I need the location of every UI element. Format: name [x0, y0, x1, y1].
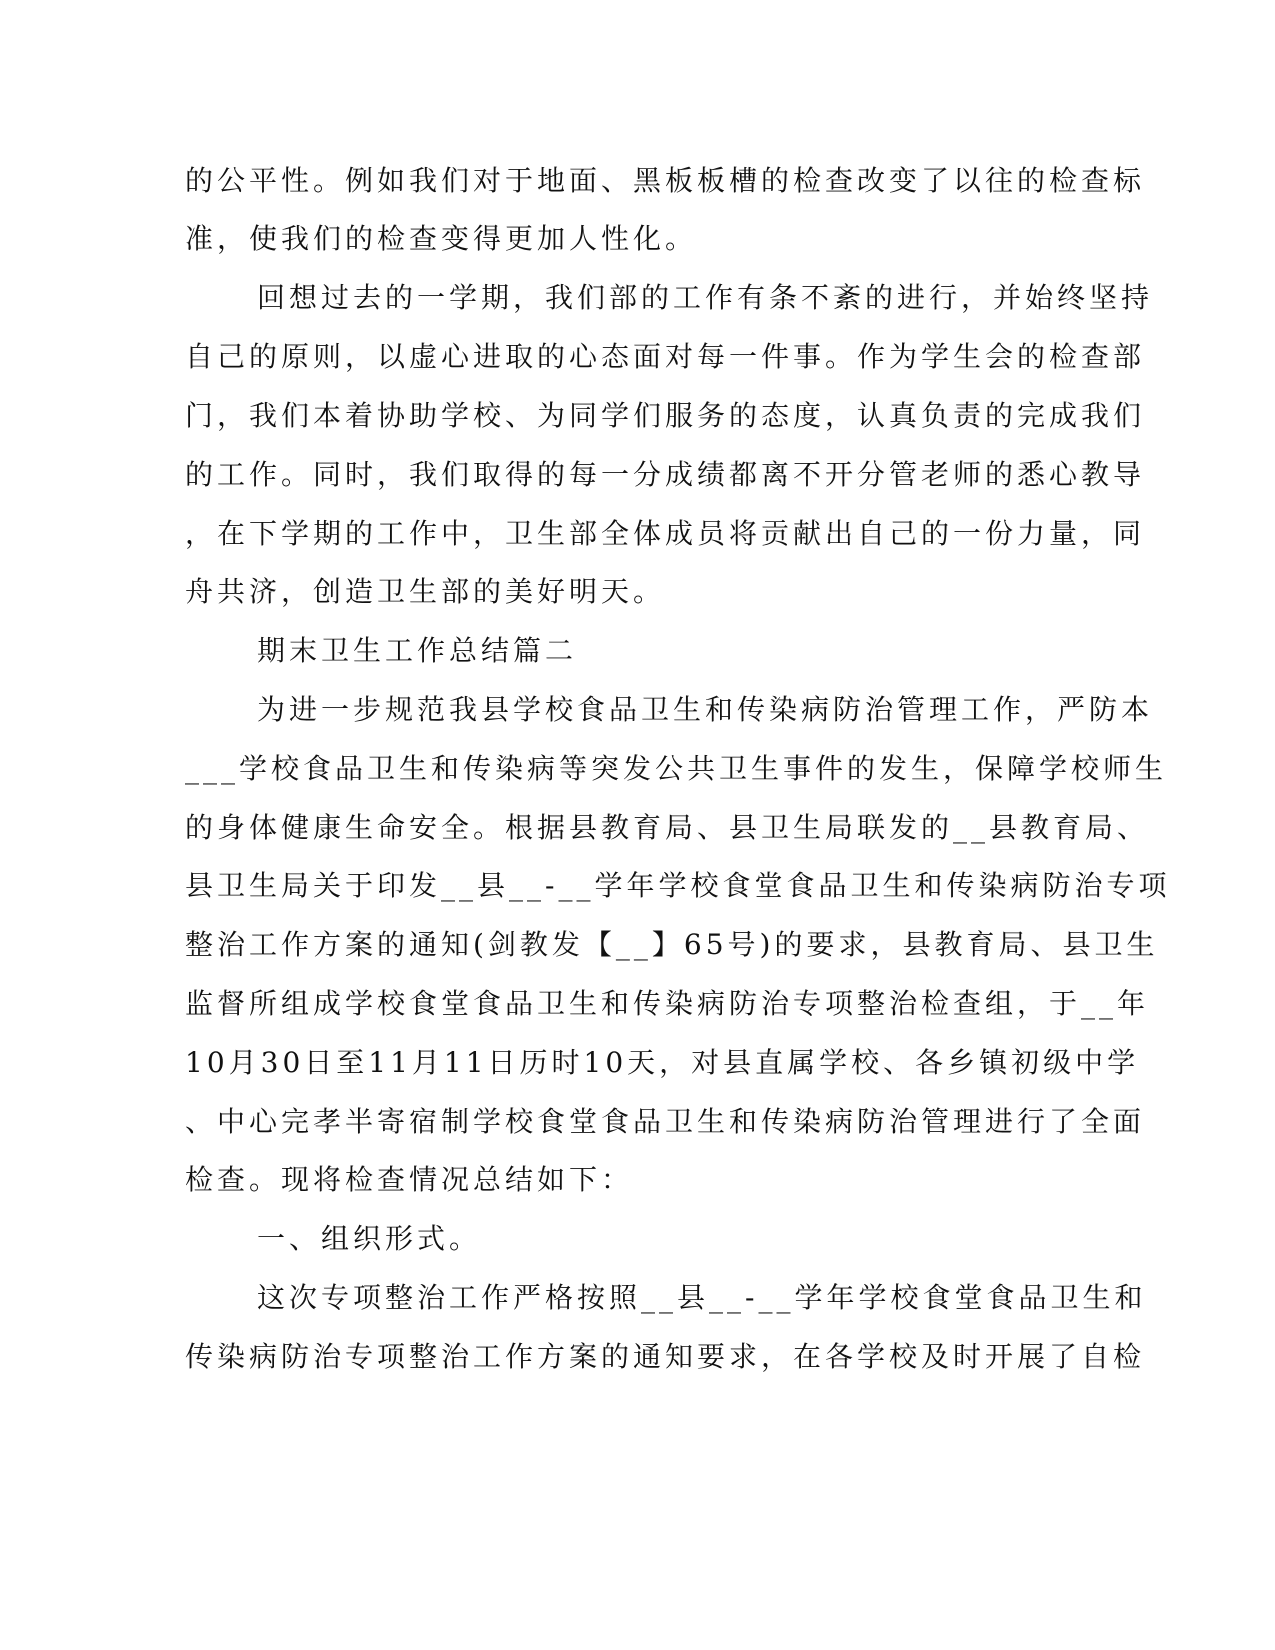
body-text-line: 的公平性。例如我们对于地面、黑板板槽的检查改变了以往的检查标	[185, 164, 1146, 197]
subsection-heading: 一、组织形式。	[257, 1222, 482, 1255]
body-text-line: 准，使我们的检查变得更加人性化。	[185, 222, 698, 255]
paragraph-text-line: 这次专项整治工作严格按照__县__-__学年学校食堂食品卫生和	[257, 1281, 1147, 1314]
body-text-line: 、中心完孝半寄宿制学校食堂食品卫生和传染病防治管理进行了全面	[185, 1105, 1146, 1138]
body-text-line: 的工作。同时，我们取得的每一分成绩都离不开分管老师的悉心教导	[185, 458, 1146, 491]
body-text-line: ，在下学期的工作中，卫生部全体成员将贡献出自己的一份力量，同	[185, 517, 1146, 550]
body-text-line: 整治工作方案的通知(剑教发【__】65号)的要求，县教育局、县卫生	[185, 928, 1159, 961]
body-text-line: 监督所组成学校食堂食品卫生和传染病防治专项整治检查组，于__年	[185, 987, 1150, 1020]
paragraph-text-line: 回想过去的一学期，我们部的工作有条不紊的进行，并始终坚持	[257, 281, 1154, 314]
body-text-line: 县卫生局关于印发__县__-__学年学校食堂食品卫生和传染病防治专项	[185, 869, 1171, 902]
body-text-line: 自己的原则，以虚心进取的心态面对每一件事。作为学生会的检查部	[185, 340, 1146, 373]
body-text-line: ___学校食品卫生和传染病等突发公共卫生事件的发生，保障学校师生	[185, 752, 1168, 785]
body-text-line: 的身体健康生命安全。根据县教育局、县卫生局联发的__县教育局、	[185, 811, 1150, 844]
body-text-line: 传染病防治专项整治工作方案的通知要求，在各学校及时开展了自检	[185, 1340, 1146, 1373]
paragraph-text-line: 为进一步规范我县学校食品卫生和传染病防治管理工作，严防本	[257, 693, 1154, 726]
body-text-line: 10月30日至11月11日历时10天，对县直属学校、各乡镇初级中学	[185, 1046, 1140, 1079]
section-heading: 期末卫生工作总结篇二	[257, 634, 578, 667]
body-text-line: 检查。现将检查情况总结如下：	[185, 1163, 634, 1196]
body-text-line: 门，我们本着协助学校、为同学们服务的态度，认真负责的完成我们	[185, 399, 1146, 432]
body-text-line: 舟共济，创造卫生部的美好明天。	[185, 575, 666, 608]
